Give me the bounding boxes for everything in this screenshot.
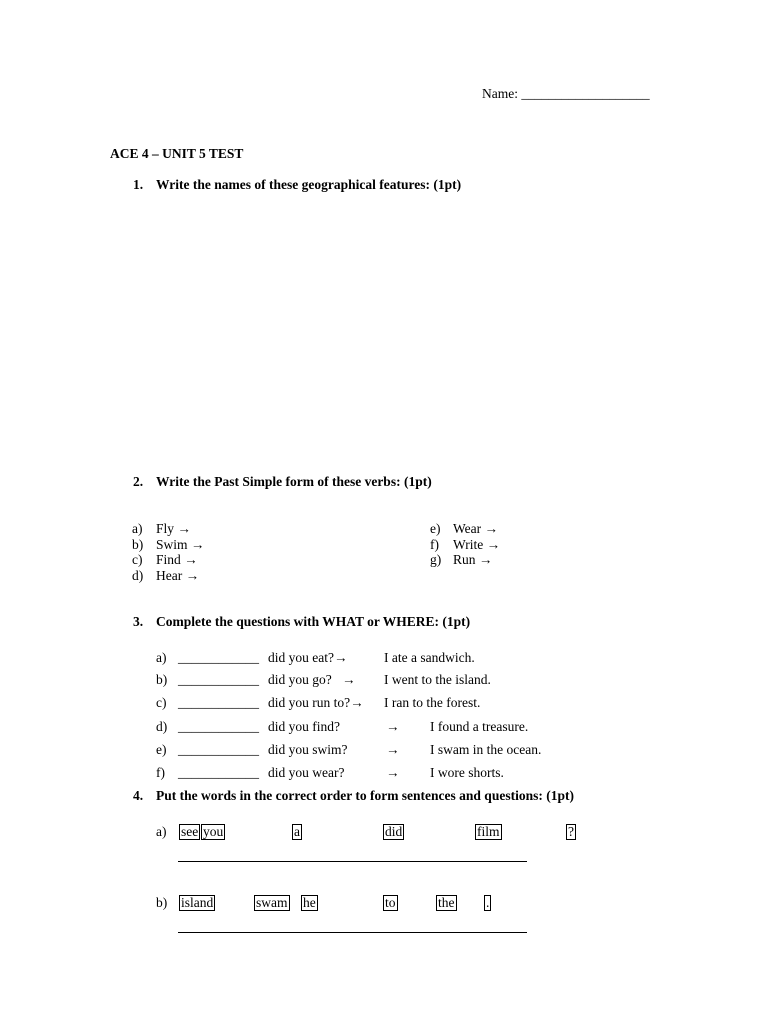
word-box[interactable]: see: [181, 824, 199, 839]
q2-instruction: Write the Past Simple form of these verbs: (1pt): [156, 474, 432, 489]
q2-item-letter: a): [132, 521, 143, 536]
word-box[interactable]: film: [477, 824, 500, 839]
word-box[interactable]: you: [203, 824, 224, 839]
q3-answer: I swam in the ocean.: [430, 742, 542, 757]
q3-question: did you wear?: [268, 765, 345, 780]
q3-blank[interactable]: ____________: [178, 695, 259, 710]
q4-instruction: Put the words in the correct order to form sentences and questions: (1pt): [156, 788, 574, 803]
q2-item-letter: b): [132, 537, 144, 552]
q3-answer: I went to the island.: [384, 672, 491, 687]
q2-item-verb: Run →: [453, 552, 493, 567]
q3-question: did you go?: [268, 672, 332, 687]
q3-question: did you swim?: [268, 742, 348, 757]
q3-blank[interactable]: ____________: [178, 719, 259, 734]
word-box[interactable]: the: [438, 895, 455, 910]
q3-blank[interactable]: ____________: [178, 650, 259, 665]
q1-number: 1.: [133, 177, 144, 192]
word-box[interactable]: island: [181, 895, 214, 910]
q3-blank[interactable]: ____________: [178, 765, 259, 780]
q3-answer: I found a treasure.: [430, 719, 529, 734]
q2-item-verb: Write →: [453, 537, 501, 552]
word-box[interactable]: to: [385, 895, 396, 910]
q3-item-letter: f): [156, 765, 165, 780]
word-box[interactable]: ?: [568, 824, 574, 839]
arrow-icon: →: [386, 765, 400, 780]
q3-item-letter: d): [156, 719, 168, 734]
q3-question: did you find?: [268, 719, 340, 734]
q2-item-verb: Swim →: [156, 537, 205, 552]
answer-line[interactable]: [178, 932, 527, 933]
word-box[interactable]: a: [294, 824, 300, 839]
q3-answer: I ran to the forest.: [384, 695, 481, 710]
name-field[interactable]: Name: ___________________: [482, 86, 650, 101]
q2-item-letter: c): [132, 552, 143, 567]
word-box[interactable]: he: [303, 895, 316, 910]
q3-question: did you eat?→: [268, 650, 348, 665]
page-title: ACE 4 – UNIT 5 TEST: [110, 146, 244, 161]
q3-blank[interactable]: ____________: [178, 672, 259, 687]
word-box[interactable]: swam: [256, 895, 288, 910]
word-box[interactable]: .: [486, 895, 490, 910]
q4-item-letter: b): [156, 895, 168, 910]
q3-item-letter: b): [156, 672, 168, 687]
q3-answer: I wore shorts.: [430, 765, 504, 780]
q3-item-letter: c): [156, 695, 167, 710]
arrow-icon: →: [386, 742, 400, 757]
answer-line[interactable]: [178, 861, 527, 862]
q2-item-letter: e): [430, 521, 441, 536]
q3-number: 3.: [133, 614, 144, 629]
q3-instruction: Complete the questions with WHAT or WHERE: (1pt): [156, 614, 471, 629]
q2-number: 2.: [133, 474, 144, 489]
q2-item-verb: Fly →: [156, 521, 191, 536]
q2-item-letter: g): [430, 552, 442, 567]
q1-instruction: Write the names of these geographical features: (1pt): [156, 177, 462, 192]
q2-item-verb: Hear →: [156, 568, 200, 583]
q4-item-letter: a): [156, 824, 167, 839]
q2-item-letter: d): [132, 568, 144, 583]
q3-answer: I ate a sandwich.: [384, 650, 475, 665]
word-box[interactable]: did: [385, 824, 403, 839]
arrow-icon: →: [342, 672, 356, 687]
q3-blank[interactable]: ____________: [178, 742, 259, 757]
arrow-icon: →: [386, 719, 400, 734]
q4-number: 4.: [133, 788, 144, 803]
q2-item-verb: Wear →: [453, 521, 499, 536]
q2-item-verb: Find →: [156, 552, 198, 567]
q2-item-letter: f): [430, 537, 439, 552]
q3-question: did you run to?→: [268, 695, 364, 710]
q3-item-letter: e): [156, 742, 167, 757]
q3-item-letter: a): [156, 650, 167, 665]
